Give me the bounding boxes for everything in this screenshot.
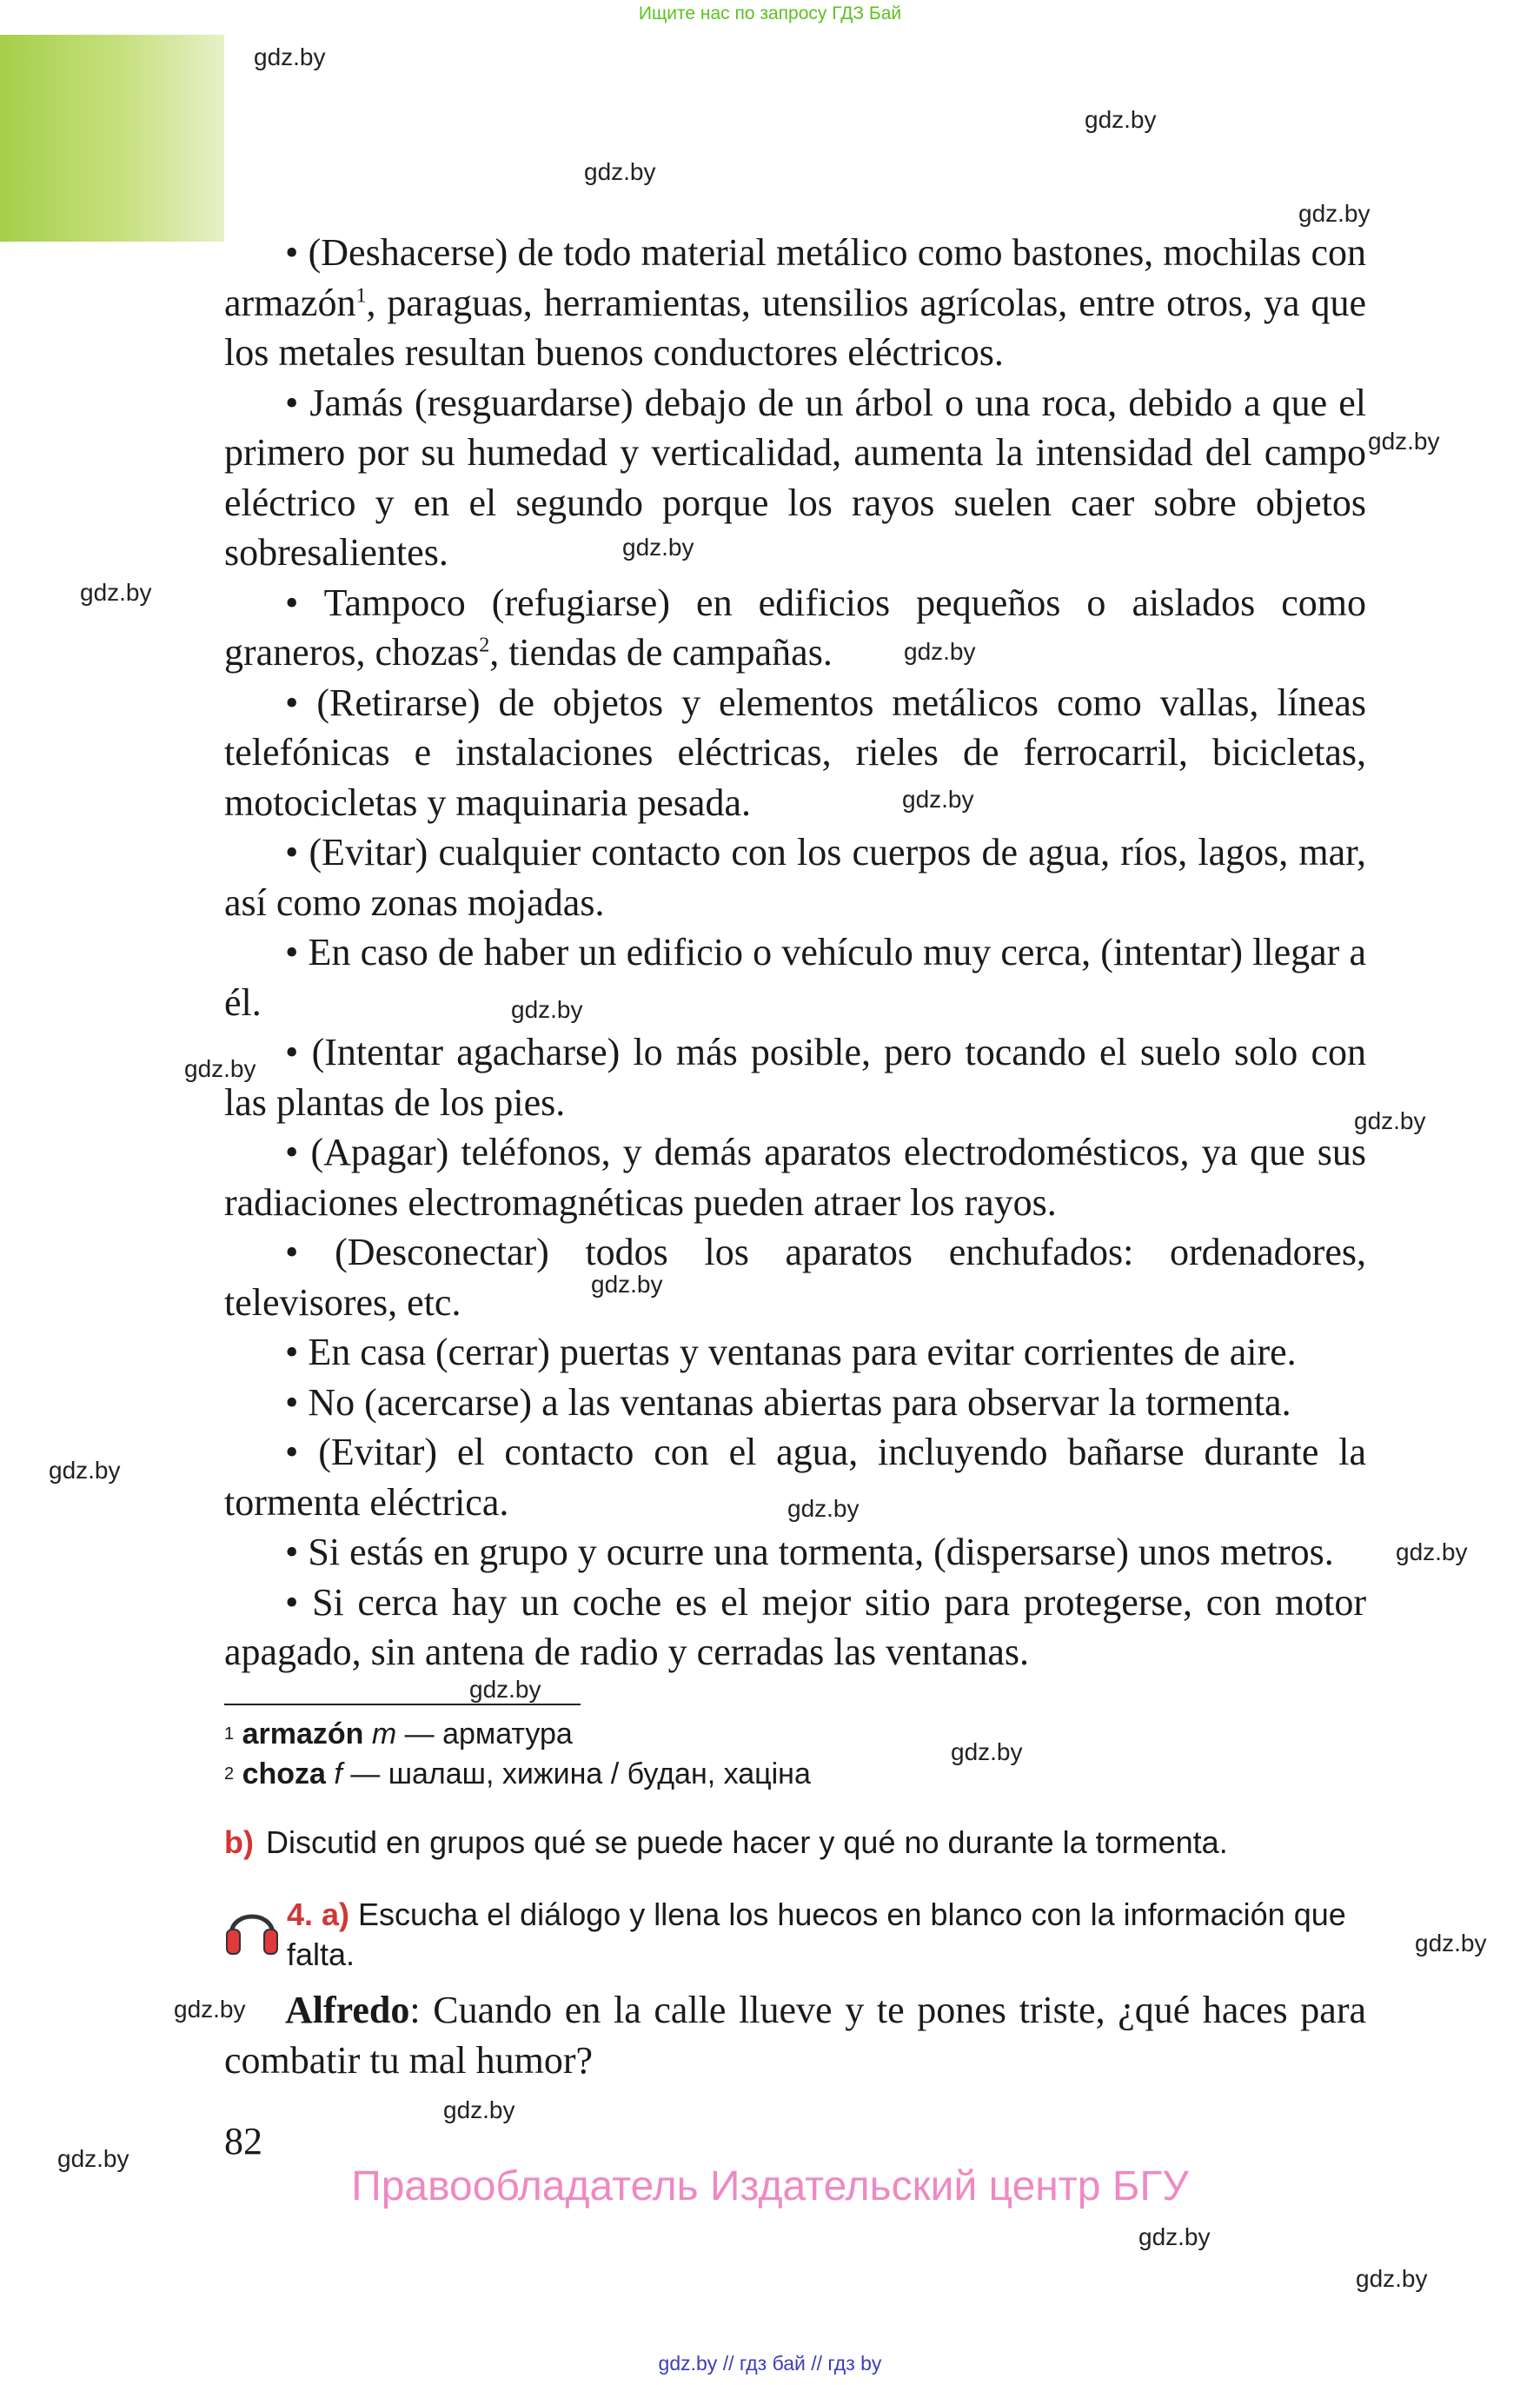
list-item: • (Evitar) el contacto con el agua, incluyendo bañarse durante la tormenta eléctrica. <box>224 1431 1366 1524</box>
task-4a-text: Escucha el diálogo y llena los huecos en blanco con la información que falta. <box>287 1897 1346 1972</box>
top-search-note: Ищите нас по запросу ГДЗ Бай <box>638 3 902 23</box>
copyright-notice: Правообладатель Издательский центр БГУ <box>351 2163 1189 2209</box>
task-4a <box>287 1895 1364 1975</box>
watermark: gdz.by <box>57 2145 129 2172</box>
headphones-icon <box>224 1897 280 1959</box>
watermark: gdz.by <box>511 996 583 1023</box>
watermark: gdz.by <box>1368 428 1440 455</box>
watermark: gdz.by <box>622 534 694 561</box>
watermark: gdz.by <box>254 43 326 70</box>
task-b-text: Discutid en grupos qué se puede hacer y qué no durante la tormenta. <box>265 1824 1228 1860</box>
watermark: gdz.by <box>184 1055 256 1082</box>
watermark: gdz.by <box>584 158 656 185</box>
watermark: gdz.by <box>902 786 974 813</box>
corner-accent-block <box>0 35 224 242</box>
dialogue-line: : Cuando en la calle llueve y te pones triste, ¿qué haces para combatir tu mal humor? <box>224 1989 1366 2082</box>
watermark: gdz.by <box>80 579 152 606</box>
list-item: • Si cerca hay un coche es el mejor sitio para protegerse, con motor apagado, sin antena de radio y cerradas las ventanas. <box>224 1580 1366 1673</box>
list-item: • En casa (cerrar) puertas y ventanas para evitar corrientes de aire. <box>285 1331 1297 1373</box>
dialogue <box>224 1985 1366 2086</box>
list-item: • (Evitar) cualquier contacto con los cuerpos de agua, ríos, lagos, mar, así como zonas mojadas. <box>224 831 1366 924</box>
watermark: gdz.by <box>951 1738 1023 1765</box>
watermark: gdz.by <box>1085 106 1157 133</box>
watermark: gdz.by <box>1415 1930 1487 1956</box>
list-item: • (Retirarse) de objetos y elementos metálicos como vallas, líneas telefónicas e instalaciones eléctricas, rieles de ferrocarril, bicicletas, motocicletas y maquinaria pesada. <box>224 681 1366 824</box>
watermark: gdz.by <box>469 1676 541 1703</box>
footnote: $^2$ choza f — шалаш, хижина / будан, хаціна <box>224 1757 811 1790</box>
list-item: • (Intentar agacharse) lo más posible, pero tocando el suelo solo con las plantas de los pies. <box>224 1031 1366 1124</box>
list-item: • (Desconectar) todos los aparatos enchufados: ordenadores, televisores, etc. <box>224 1231 1366 1324</box>
list-item: • (Deshacerse) de todo material metálico como bastones, mochilas con armazón$^1$, paraguas, herramientas, utensilios agrícolas, entre otros, ya que los metales resultan buenos conductores eléctricos. <box>224 231 1366 374</box>
task-b <box>224 1824 1389 1862</box>
list-item: • Tampoco (refugiarse) en edificios pequeños o aislados como graneros, chozas$^2$, tiendas de campañas. <box>224 581 1366 674</box>
watermark: gdz.by <box>1396 1538 1468 1565</box>
watermark: gdz.by <box>1356 2265 1428 2292</box>
watermark: gdz.by <box>49 1457 121 1484</box>
task-b-label: b) <box>224 1824 254 1860</box>
watermark: gdz.by <box>1298 200 1371 227</box>
list-item: • No (acercarse) a las ventanas abiertas para observar la tormenta. <box>285 1380 1291 1424</box>
page-number: 82 <box>224 2120 262 2162</box>
list-item: • En caso de haber un edificio o vehículo muy cerca, (intentar) llegar a él. <box>224 931 1366 1024</box>
watermark: gdz.by <box>174 1996 246 2023</box>
dialogue-speaker: Alfredo <box>285 1989 410 2031</box>
footnotes <box>224 1714 811 1794</box>
footnote-ref: 1 <box>355 283 367 307</box>
footnote-divider <box>224 1704 581 1705</box>
list-item: • Si estás en grupo y ocurre una tormenta, (dispersarse) unos metros. <box>285 1531 1334 1573</box>
list-item: • (Apagar) teléfonos, y demás aparatos electrodomésticos, ya que sus radiaciones electromagnéticas pueden atraer los rayos. <box>224 1131 1366 1224</box>
watermark: gdz.by <box>443 2096 515 2123</box>
watermark: gdz.by <box>1354 1107 1426 1134</box>
lightning-safety-list <box>224 228 1366 1677</box>
footnote-ref: 2 <box>479 634 490 657</box>
bottom-links[interactable]: gdz.by // гдз бай // гдз by <box>658 2352 882 2375</box>
task-4a-label: 4. a) <box>287 1897 350 1932</box>
watermark: gdz.by <box>904 638 976 665</box>
watermark: gdz.by <box>591 1271 663 1298</box>
footnote: $^1$ armazón m — арматура <box>224 1717 573 1751</box>
watermark: gdz.by <box>787 1495 860 1522</box>
list-item: • Jamás (resguardarse) debajo de un árbol o una roca, debido a que el primero por su humedad y verticalidad, aumenta la intensidad del campo eléctrico y en el segundo porque los rayos suelen caer sobre objetos sobresalientes. <box>224 381 1366 574</box>
watermark: gdz.by <box>1138 2223 1211 2250</box>
